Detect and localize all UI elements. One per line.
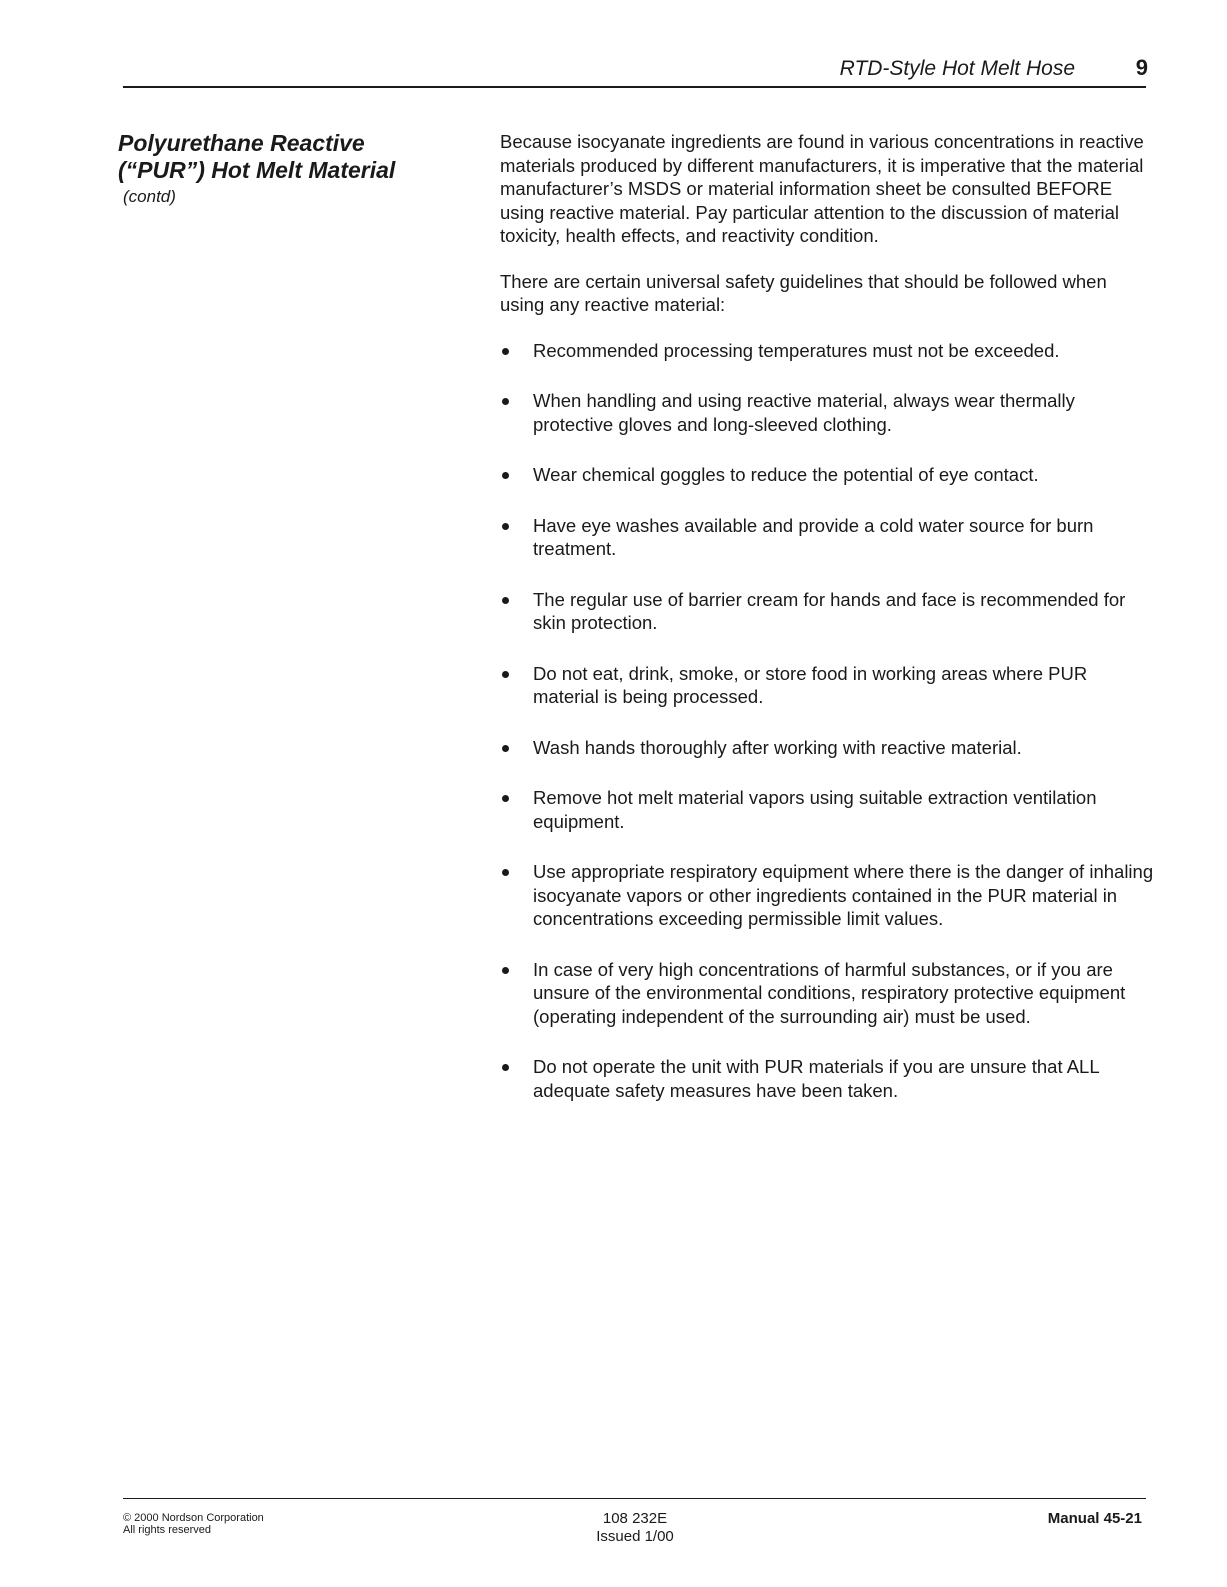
footer-copyright bbox=[123, 1512, 264, 1536]
intro-paragraph: Because isocyanate ingredients are found in various concentrations in reactive materials produced by different manufacturers, it is imperative that the material manufacturer’s MSDS or material information sheet be consulted BEFORE using reactive material. Pay particular attention to the discussion of material toxicity, health effects, and reactivity condition. bbox=[500, 131, 1144, 246]
list-item-text: Do not operate the unit with PUR materials if you are unsure that ALL adequate safety measures have been taken. bbox=[533, 1056, 1099, 1101]
body-content bbox=[500, 130, 1155, 1129]
bullet-icon bbox=[502, 869, 509, 876]
list-item bbox=[500, 662, 1155, 709]
list-item bbox=[500, 463, 1155, 487]
list-item bbox=[500, 1055, 1155, 1102]
bullet-icon bbox=[502, 597, 509, 604]
section-subheading: (contd) bbox=[123, 187, 176, 206]
bullet-icon bbox=[502, 1064, 509, 1071]
list-item bbox=[500, 786, 1155, 833]
list-item bbox=[500, 860, 1155, 931]
list-item bbox=[500, 514, 1155, 561]
rights-text: All rights reserved bbox=[123, 1524, 212, 1536]
bullet-icon bbox=[502, 967, 509, 974]
list-item bbox=[500, 389, 1155, 436]
section-heading-line-2: (“PUR”) Hot Melt Material bbox=[118, 157, 396, 183]
part-number: 108 232E bbox=[602, 1510, 668, 1527]
bullet-icon bbox=[502, 348, 509, 355]
list-item-text: Use appropriate respiratory equipment where there is the danger of inhaling isocyanate vapors or other ingredients contained in the PUR material in concentrations exceeding permissible limit values. bbox=[533, 861, 1154, 929]
copyright-text: © 2000 Nordson Corporation bbox=[123, 1512, 264, 1524]
footer-part-info bbox=[540, 1510, 730, 1546]
page-number: 9 bbox=[1135, 55, 1148, 80]
section-heading-line-1: Polyurethane Reactive bbox=[118, 130, 365, 156]
list-item bbox=[500, 588, 1155, 635]
list-item-text: Do not eat, drink, smoke, or store food in working areas where PUR material is being processed. bbox=[533, 662, 1088, 707]
issue-date: Issued 1/00 bbox=[596, 1528, 674, 1545]
list-item-text: When handling and using reactive material, always wear thermally protective gloves and long-sleeved clothing. bbox=[533, 390, 1075, 435]
header-title: RTD-Style Hot Melt Hose bbox=[839, 57, 1075, 80]
safety-guidelines-list bbox=[500, 339, 1155, 1103]
bullet-icon bbox=[502, 523, 509, 530]
list-item bbox=[500, 339, 1155, 363]
bullet-icon bbox=[502, 472, 509, 479]
lead-paragraph: There are certain universal safety guidelines that should be followed when using any reactive material: bbox=[500, 270, 1107, 315]
list-item-text: In case of very high concentrations of harmful substances, or if you are unsure of the environmental conditions, respiratory protective equipment (operating independent of the surrounding air) must be used. bbox=[533, 958, 1126, 1027]
list-item-text: Recommended processing temperatures must not be exceeded. bbox=[533, 339, 1060, 361]
bullet-icon bbox=[502, 795, 509, 802]
header-divider bbox=[123, 86, 1146, 88]
bullet-icon bbox=[502, 398, 509, 405]
list-item-text: Wear chemical goggles to reduce the potential of eye contact. bbox=[533, 464, 1039, 485]
section-heading bbox=[118, 130, 458, 184]
list-item-text: Have eye washes available and provide a cold water source for burn treatment. bbox=[533, 514, 1094, 559]
list-item bbox=[500, 736, 1155, 760]
list-item-text: Wash hands thoroughly after working with reactive material. bbox=[533, 736, 1022, 758]
footer-divider bbox=[123, 1498, 1146, 1499]
bullet-icon bbox=[502, 671, 509, 678]
list-item-text: Remove hot melt material vapors using suitable extraction ventilation equipment. bbox=[533, 787, 1097, 832]
bullet-icon bbox=[502, 745, 509, 752]
list-item-text: The regular use of barrier cream for hands and face is recommended for skin protection. bbox=[533, 588, 1126, 633]
list-item bbox=[500, 958, 1155, 1029]
manual-number: Manual 45-21 bbox=[1047, 1510, 1142, 1527]
